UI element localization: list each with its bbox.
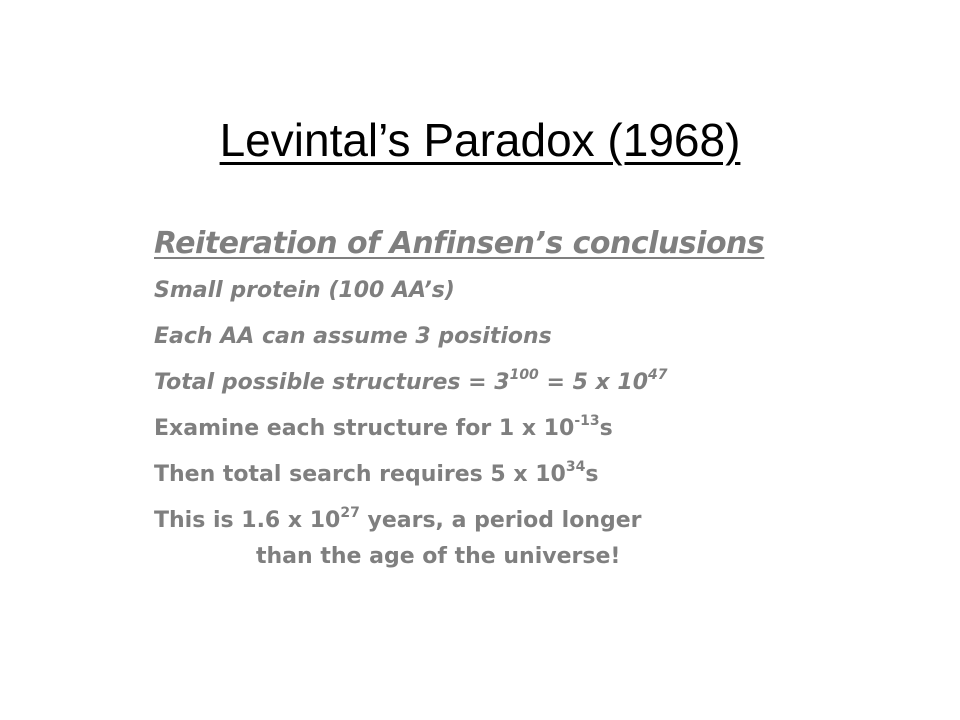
examine-exponent: -13 — [574, 412, 600, 429]
examine-text-pre: Examine each structure for 1 x 10 — [154, 416, 575, 441]
total-text-pre: Total possible structures = 3 — [154, 370, 510, 395]
search-text-post: s — [585, 462, 599, 487]
total-exponent-2: 47 — [648, 366, 668, 383]
total-text-mid: = 5 x 10 — [538, 370, 648, 395]
search-exponent: 34 — [565, 458, 586, 475]
line-each-aa: Each AA can assume 3 positions — [154, 324, 552, 349]
line-small-protein: Small protein (100 AA’s) — [154, 278, 455, 303]
subheading: Reiteration of Anfinsen’s conclusions — [154, 226, 765, 261]
examine-text-post: s — [599, 416, 613, 441]
years-text-post: years, a period longer — [359, 508, 642, 533]
years-exponent: 27 — [340, 504, 360, 521]
slide-body — [154, 220, 854, 575]
total-exponent-1: 100 — [509, 366, 539, 383]
slide-title — [0, 112, 960, 168]
line-search — [154, 452, 854, 498]
search-text-pre: Then total search requires 5 x 10 — [154, 462, 566, 487]
years-text-pre: This is 1.6 x 10 — [154, 508, 341, 533]
line-years — [154, 503, 854, 575]
slide-title-text: Levintal’s Paradox (1968) — [219, 114, 741, 166]
line-examine — [154, 406, 854, 452]
years-continuation: than the age of the universe! — [256, 544, 621, 569]
line-total-structures — [154, 360, 854, 406]
